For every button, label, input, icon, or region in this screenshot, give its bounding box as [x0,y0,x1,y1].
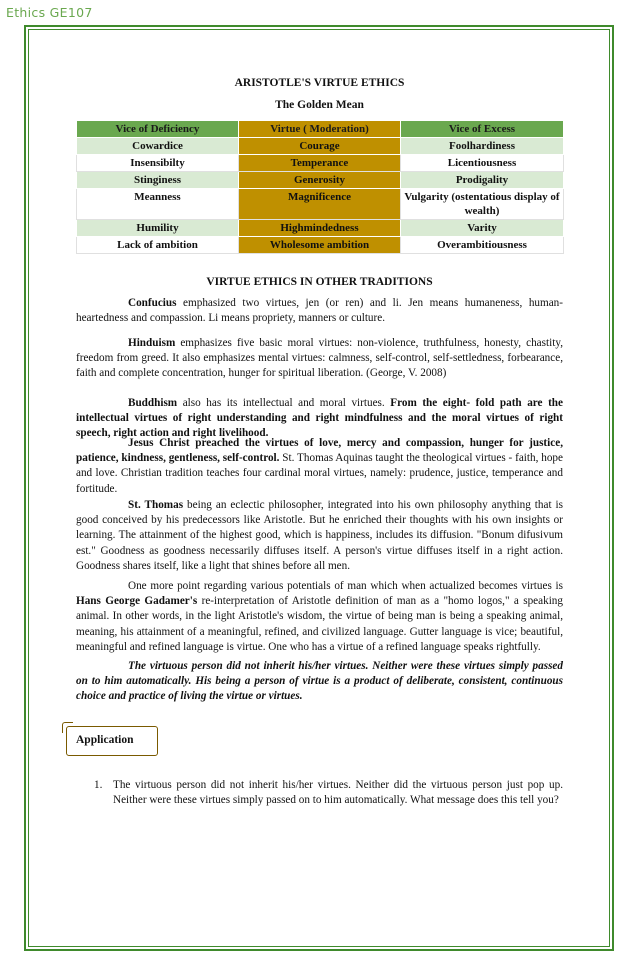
lead-term: Hans George Gadamer's [76,595,198,608]
table-cell: Vulgarity (ostentatious display of wealth) [401,189,564,220]
document-title: ARISTOTLE'S VIRTUE ETHICS [234,77,405,89]
table-row [77,172,564,189]
question-text: The virtuous person did not inherit his/her virtues. Neither did the virtuous person just pop up. Neither were these virtues simply passed on to him automatically. What message does this tell you? [113,779,563,807]
table-cell: Varity [401,220,564,237]
table-cell: Insensibilty [77,155,239,172]
table-cell: Wholesome ambition [239,237,401,254]
document-subtitle: The Golden Mean [275,99,364,111]
question-number: 1. [94,779,103,791]
paragraph-st-thomas [76,498,563,574]
question-item [94,778,563,808]
table-cell: Meanness [77,189,239,220]
table-row [77,237,564,254]
golden-mean-table [76,120,564,254]
table-cell: Stinginess [77,172,239,189]
table-cell: Temperance [239,155,401,172]
paragraph-buddhism [76,396,563,442]
table-cell: Highmindedness [239,220,401,237]
table-row [77,189,564,220]
table-cell: Licentiousness [401,155,564,172]
paragraph-gadamer [76,579,563,655]
table-row [77,220,564,237]
lead-term: Hinduism [128,337,176,349]
table-header-deficiency: Vice of Deficiency [77,121,239,138]
table-header-row [77,121,564,138]
table-cell: Generosity [239,172,401,189]
table-cell: Magnificence [239,189,401,220]
paragraph-confucius [76,296,563,326]
table-cell: Foolhardiness [401,138,564,155]
table-cell: Humility [77,220,239,237]
table-header-virtue: Virtue ( Moderation) [239,121,401,138]
paragraph-text: re-interpretation of Aristotle definition of man as a "homo logos," a speaking animal. In other words, in the light Aristotle's wisdom, the virtue of being man is being a speaking animal, meaning, his attainment of a meaningful, refined, and civilized language. Gutter language is vice; beautiful, meaningful and refined language is virtue. One who has a virtue of a refined language speaks rightfully. [76,595,563,653]
table-cell: Prodigality [401,172,564,189]
table-cell: Overambitiousness [401,237,564,254]
paragraph-text: also has its intellectual and moral virtues. [177,397,391,409]
section-title: VIRTUE ETHICS IN OTHER TRADITIONS [206,276,433,288]
lead-term: Buddhism [128,397,178,409]
table-cell: Lack of ambition [77,237,239,254]
paragraph-text: St. Thomas Aquinas taught the theological virtues - faith, hope and love. Christian tradition teaches four cardinal moral virtues, namely: prudence, justice, temperance and fortitude. [76,452,563,495]
paragraph-jesus [76,436,563,497]
paragraph-emphasis-text: The virtuous person did not inherit his/her virtues. Neither were these virtues simply passed on to him automatically. His being a person of virtue is a product of deliberate, consistent, continuous choice and practice of living the virtue or virtues. [76,660,563,703]
table-cell: Courage [239,138,401,155]
paragraph-hinduism [76,336,563,382]
paragraph-text: emphasizes five basic moral virtues: non-violence, truthfulness, honesty, chastity, freedom from greed. It also emphasizes mental virtues: calmness, self-control, self-settledness, forbearance, faith and complete concentration, hunger for spiritual liberation. (George, V. 2008) [76,337,563,380]
table-row [77,138,564,155]
application-label-box [66,726,158,756]
paragraph-text: One more point regarding various potentials of man which when actualized becomes virtues is [128,580,563,592]
course-header-label: Ethics GE107 [6,5,93,20]
lead-term: Jesus Christ preached the virtues of love, mercy and compassion, hunger for justice, patience, kindness, gentleness, self-control. [76,437,563,465]
table-cell: Cowardice [77,138,239,155]
paragraph-text: being an eclectic philosopher, integrated into his own philosophy anything that is good conceived by his predecessors like Aristotle. But he enriched their thoughts with his own insights or learning. The attainment of the highest good, which is happiness, includes its diffusion. "Bonum difusivum est." Goodness as goodness necessarily diffuses itself. A person's virtue diffuses itself in a right action. Goodness shares itself, like a light that shines before all men. [76,499,563,572]
application-label: Application [76,734,134,746]
paragraph-text: emphasized two virtues, jen (or ren) and li. Jen means humaneness, human-heartedness and compassion. Li means propriety, manners or culture. [76,297,563,325]
table-header-excess: Vice of Excess [401,121,564,138]
paragraph-closing [76,659,563,705]
table-row [77,155,564,172]
lead-term: St. Thomas [128,499,184,511]
lead-term: Confucius [128,297,177,309]
paragraph-bold-text: From the eight- fold path are the intellectual virtues of right understanding and right mindfulness and the moral virtues of right speech, right action and right livelihood. [76,397,563,440]
